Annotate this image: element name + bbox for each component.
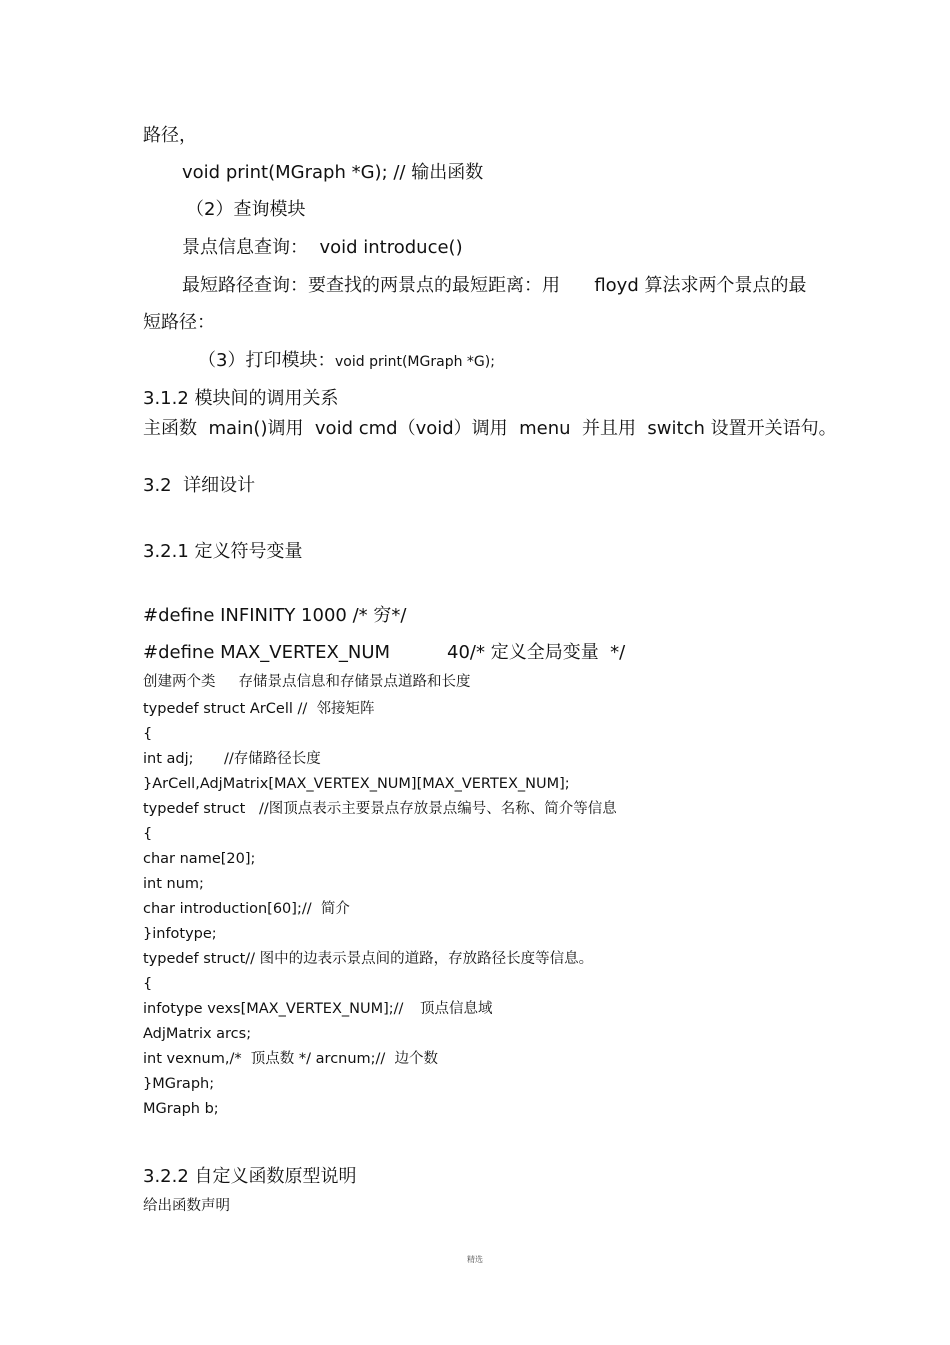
code-line: { (143, 826, 153, 842)
section-heading: 3.1.2 模块间的调用关系 (143, 388, 339, 409)
code-line: typedef struct ArCell // 邻接矩阵 (143, 701, 375, 717)
code-line: 40/* 定义全局变量 */ (447, 642, 626, 663)
code-line: int adj; (143, 751, 194, 767)
code-comment: //存储路径长度 (224, 751, 321, 767)
text-line: 景点信息查询： void introduce() (182, 237, 463, 258)
code-line: int num; (143, 876, 204, 892)
section-heading: 3.2.2 自定义函数原型说明 (143, 1166, 357, 1187)
code-line: char name[20]; (143, 851, 256, 867)
page-footer: 精选 (467, 1255, 483, 1264)
text-line: 创建两个类 存储景点信息和存储景点道路和长度 (143, 674, 471, 690)
section-heading: 3.2.1 定义符号变量 (143, 541, 303, 562)
text-line: void print(MGraph *G); // 输出函数 (182, 162, 484, 183)
code-line: MGraph b; (143, 1101, 219, 1117)
text-line: （3）打印模块： (198, 350, 336, 371)
code-comment: //图顶点表示主要景点存放景点编号、名称、简介等信息 (259, 801, 617, 817)
code-comment: 顶点信息域 (420, 1001, 493, 1017)
code-line: int vexnum,/* 顶点数 */ arcnum;// 边个数 (143, 1051, 439, 1067)
text-line: 路径， (143, 125, 197, 146)
code-line: typedef struct// 图中的边表示景点间的道路，存放路径长度等信息。 (143, 951, 594, 967)
code-line: infotype vexs[MAX_VERTEX_NUM];// (143, 1001, 404, 1017)
section-heading: 3.2 详细设计 (143, 475, 256, 496)
code-line: #define MAX_VERTEX_NUM (143, 642, 391, 663)
text-line: （2）查询模块 (186, 199, 306, 220)
text-line: void print(MGraph *G); (335, 354, 495, 370)
code-line: }infotype; (143, 926, 217, 942)
code-line: typedef struct (143, 801, 246, 817)
code-line: }MGraph; (143, 1076, 215, 1092)
text-line: 短路径： (143, 312, 215, 333)
code-line: }ArCell,AdjMatrix[MAX_VERTEX_NUM][MAX_VERTEX_NUM]; (143, 776, 570, 792)
text-line: 最短路径查询：要查找的两景点的最短距离：用 floyd 算法求两个景点的最 (182, 275, 807, 296)
code-line: char introduction[60];// 简介 (143, 901, 350, 917)
code-line: #define INFINITY 1000 /* 穷*/ (143, 605, 407, 626)
code-line: { (143, 726, 153, 742)
code-line: AdjMatrix arcs; (143, 1026, 252, 1042)
text-line: 给出函数声明 (143, 1198, 230, 1214)
code-line: { (143, 976, 153, 992)
text-line: 主函数 main()调用 void cmd（void）调用 menu 并且用 switch 设置开关语句。 (143, 418, 837, 439)
